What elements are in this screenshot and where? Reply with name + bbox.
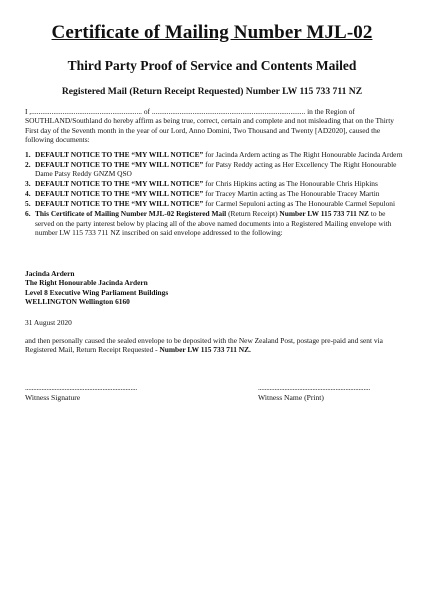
list-item-number: 4.	[25, 189, 31, 199]
certificate-date: 31 August 2020	[25, 318, 72, 327]
registered-mail-line: Registered Mail (Return Receipt Requested) Number LW 115 733 711 NZ	[61, 86, 363, 97]
list-item	[25, 150, 403, 159]
witness-signature-label: Witness Signature	[25, 393, 81, 402]
certificate-title: Certificate of Mailing Number MJL-02	[51, 22, 373, 43]
list-item-number: 6.	[25, 209, 31, 219]
list-item-number: 2.	[25, 160, 31, 169]
address-line: Jacinda Ardern	[25, 269, 75, 278]
notice-title: DEFAULT NOTICE TO THE “MY WILL NOTICE”	[35, 150, 204, 159]
notice-text: for Jacinda Ardern acting as The Right Honourable Jacinda Ardern	[203, 150, 403, 159]
service-instructions: to be served on the party interest below by placing all of the above named documents into a Registered Mailing envelope with number LW 115 733 711 NZ inscribed on said envelope addressed to the following:	[35, 209, 392, 238]
list-item	[25, 189, 403, 198]
list-item-number: 1.	[25, 150, 31, 159]
recipient-address	[25, 269, 168, 307]
address-line: The Right Honourable Jacinda Ardern	[25, 278, 148, 288]
list-item	[25, 199, 403, 208]
notice-text: for Tracey Martin acting as The Honourable Tracey Martin	[203, 189, 380, 199]
list-item	[25, 160, 403, 179]
tracking-number: Number LW 115 733 711 NZ	[279, 209, 369, 219]
notice-title: DEFAULT NOTICE TO THE “MY WILL NOTICE”	[35, 179, 204, 189]
list-item-number: 3.	[25, 179, 31, 189]
address-line: WELLINGTON Wellington 6160	[25, 297, 130, 307]
witness-name-line[interactable]: ....................................................................	[258, 383, 371, 392]
closing-text: and then personally caused the sealed envelope to be deposited with the New Zealand Post, postage pre-paid and sent via Registered Mail, Return Receipt Requested -	[25, 336, 383, 355]
address-line: Level 8 Executive Wing Parliament Buildings	[25, 287, 169, 297]
closing-paragraph	[25, 336, 403, 355]
certificate-reference: This Certificate of Mailing Number MJL-02 Registered Mail	[35, 209, 227, 219]
return-receipt-text: (Return Receipt)	[226, 209, 280, 219]
documents-list	[25, 150, 403, 238]
list-item-certificate	[25, 209, 403, 237]
notice-text: for Carmel Sepuloni acting as The Honourable Carmel Sepuloni	[203, 199, 396, 209]
notice-text: for Patsy Reddy acting as Her Excellency The Right Honourable Dame Patsy Reddy GNZM QSO	[35, 160, 397, 179]
list-item	[25, 179, 403, 188]
affirmation-paragraph: I ,............................................................ of ................................................................................... in the Region of SOUTHLAND/Southland do hereby affirm as being true, correct, certain and complete and not misleading that on the Thirty First day of the Seventh month in the year of our Lord, Anno Domini, Two Thousand and Twenty [AD2020], caused the following documents:	[25, 107, 394, 145]
notice-title: DEFAULT NOTICE TO THE “MY WILL NOTICE”	[35, 189, 204, 199]
witness-name-label: Witness Name (Print)	[258, 393, 324, 402]
witness-signature-line[interactable]: ....................................................................	[25, 383, 138, 392]
list-item-number: 5.	[25, 199, 31, 209]
certificate-subtitle: Third Party Proof of Service and Contents Mailed	[67, 58, 357, 73]
closing-tracking-number: Number LW 115 733 711 NZ.	[159, 345, 251, 355]
notice-title: DEFAULT NOTICE TO THE “MY WILL NOTICE”	[35, 160, 204, 169]
notice-text: for Chris Hipkins acting as The Honourable Chris Hipkins	[203, 179, 378, 189]
notice-title: DEFAULT NOTICE TO THE “MY WILL NOTICE”	[35, 199, 204, 209]
